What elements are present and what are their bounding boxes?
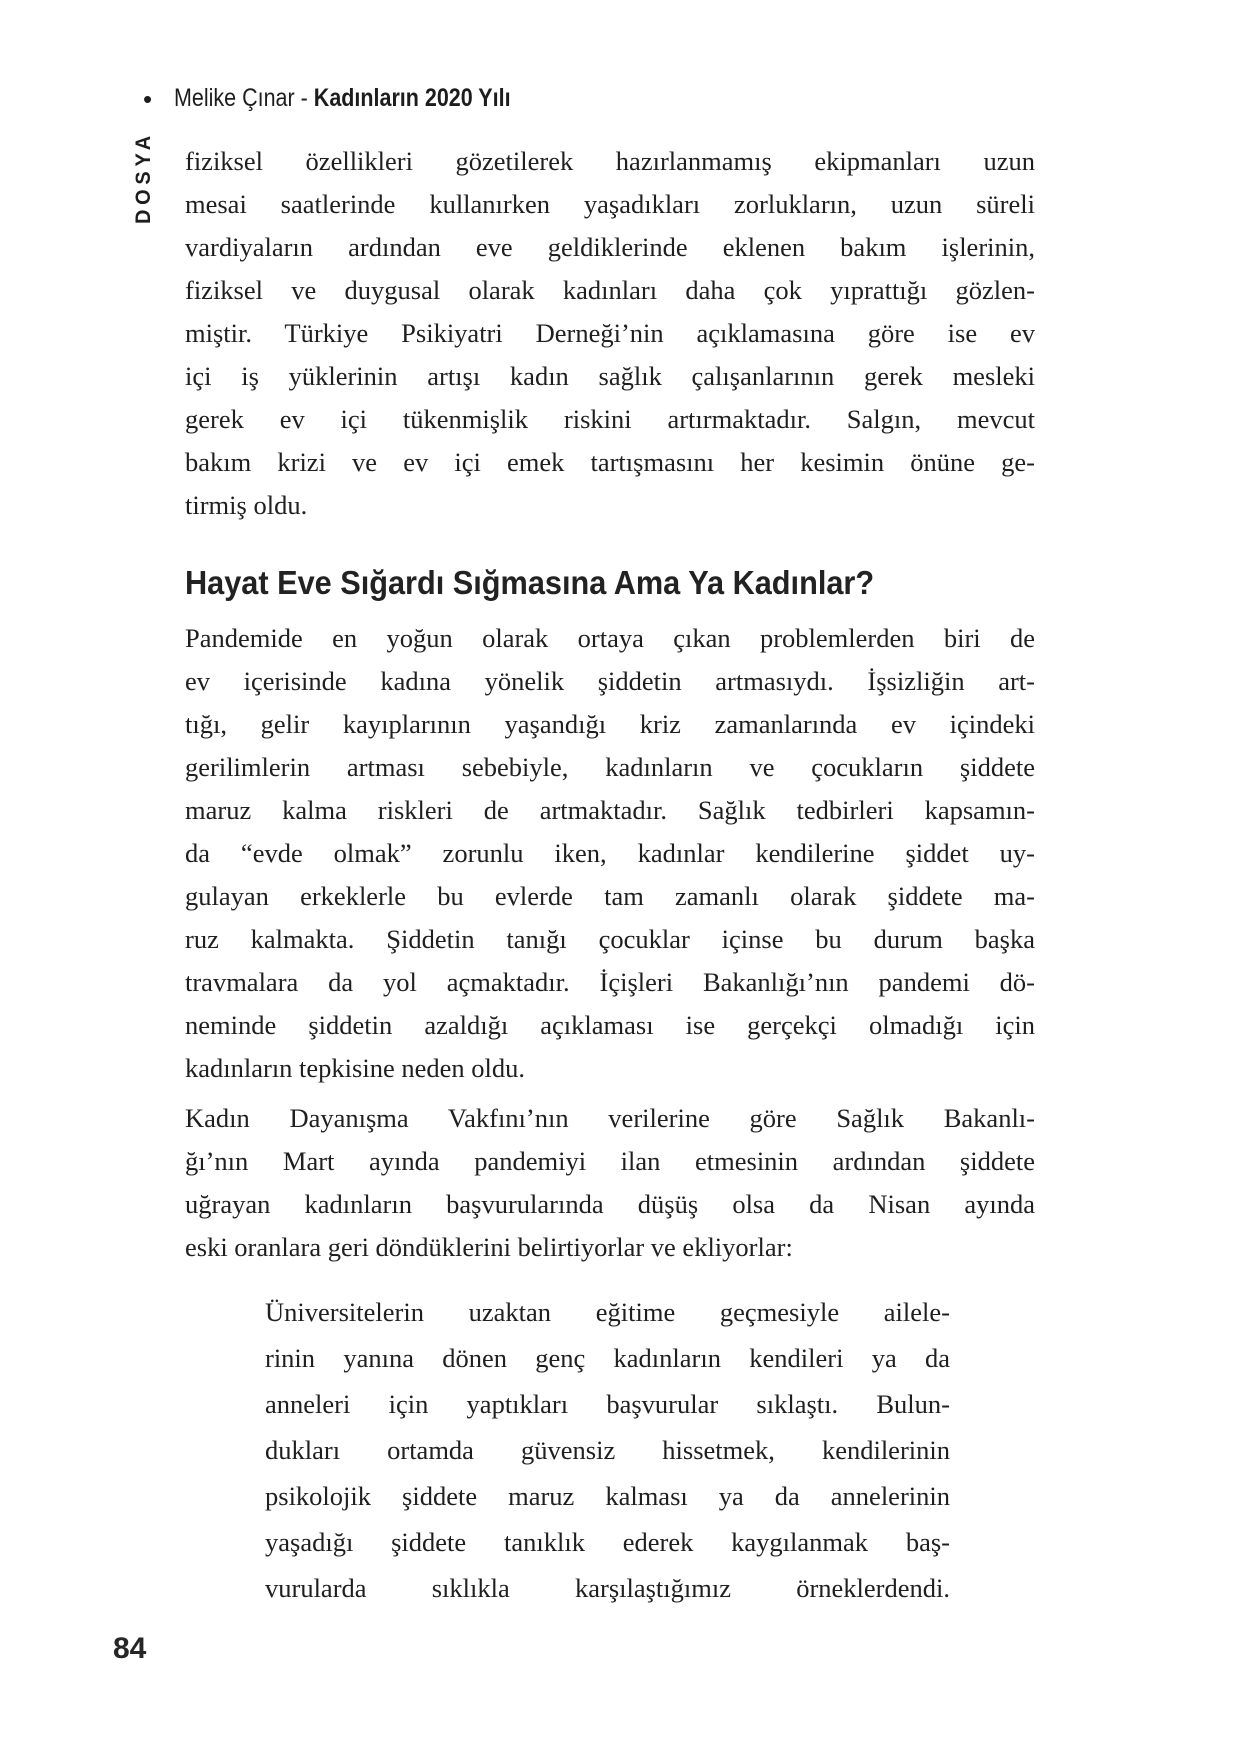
text-line: da “evde olmak” zorunlu iken, kadınlar kendilerine şiddet uy- <box>185 838 1035 868</box>
text-line: tirmiş oldu. <box>185 490 308 520</box>
article-title: Kadınların 2020 Yılı <box>313 84 511 112</box>
text-line: maruz kalma riskleri de artmaktadır. Sağlık tedbirleri kapsamın- <box>185 795 1035 825</box>
text-line: Üniversitelerin uzaktan eğitime geçmesiyle ailele- <box>265 1297 950 1327</box>
text-line: mesai saatlerinde kullanırken yaşadıkları zorlukların, uzun süreli <box>185 189 1035 219</box>
text-line: kadınların tepkisine neden oldu. <box>185 1053 525 1083</box>
text-line: eski oranlara geri döndüklerini belirtiyorlar ve ekliyorlar: <box>185 1232 793 1262</box>
section-side-label: DOSYA <box>132 131 155 224</box>
block-quote <box>265 1289 950 1611</box>
text-line: yaşadığı şiddete tanıklık ederek kaygılanmak baş- <box>265 1527 950 1557</box>
paragraph <box>185 140 1035 527</box>
text-line: gulayan erkeklerle bu evlerde tam zamanlı olarak şiddete ma- <box>185 881 1035 911</box>
text-line: ruz kalmakta. Şiddetin tanığı çocuklar içinse bu durum başka <box>185 924 1035 954</box>
text-line: rinin yanına dönen genç kadınların kendileri ya da <box>265 1343 950 1373</box>
text-line: fiziksel özellikleri gözetilerek hazırlanmamış ekipmanları uzun <box>185 146 1035 176</box>
text-line: Pandemide en yoğun olarak ortaya çıkan problemlerden biri de <box>185 623 1035 653</box>
text-line: vardiyaların ardından eve geldiklerinde eklenen bakım işlerinin, <box>185 232 1035 262</box>
text-line: ev içerisinde kadına yönelik şiddetin artmasıydı. İşsizliğin art- <box>185 666 1035 696</box>
text-line: ğı’nın Mart ayında pandemiyi ilan etmesinin ardından şiddete <box>185 1146 1035 1176</box>
body-column <box>185 140 1035 1611</box>
text-line: travmalara da yol açmaktadır. İçişleri Bakanlığı’nın pandemi dö- <box>185 967 1035 997</box>
text-line: fiziksel ve duygusal olarak kadınları daha çok yıprattığı gözlen- <box>185 275 1035 305</box>
text-line: anneleri için yaptıkları başvurular sıklaştı. Bulun- <box>265 1389 950 1419</box>
text-line: bakım krizi ve ev içi emek tartışmasını her kesimin önüne ge- <box>185 447 1035 477</box>
paragraph <box>185 617 1035 1090</box>
author-name: Melike Çınar - <box>174 84 314 112</box>
page-number: 84 <box>113 1632 147 1665</box>
text-line: gerilimlerin artması sebebiyle, kadınların ve çocukların şiddete <box>185 752 1035 782</box>
running-header <box>143 84 565 113</box>
text-line: uğrayan kadınların başvurularında düşüş olsa da Nisan ayında <box>185 1189 1035 1219</box>
paragraph <box>185 1097 1035 1269</box>
text-line: Kadın Dayanışma Vakfını’nın verilerine göre Sağlık Bakanlı- <box>185 1103 1035 1133</box>
text-line: neminde şiddetin azaldığı açıklaması ise gerçekçi olmadığı için <box>185 1010 1035 1040</box>
running-header-text <box>174 84 511 113</box>
bullet-icon: • <box>143 83 153 114</box>
text-line: gerek ev içi tükenmişlik riskini artırmaktadır. Salgın, mevcut <box>185 404 1035 434</box>
text-line: vurularda sıklıkla karşılaştığımız örneklerdendi. <box>265 1573 950 1603</box>
text-line: içi iş yüklerinin artışı kadın sağlık çalışanlarının gerek mesleki <box>185 361 1035 391</box>
section-heading: Hayat Eve Sığardı Sığmasına Ama Ya Kadınlar? <box>185 564 875 601</box>
text-line: psikolojik şiddete maruz kalması ya da annelerinin <box>265 1481 950 1511</box>
text-line: dukları ortamda güvensiz hissetmek, kendilerinin <box>265 1435 950 1465</box>
text-line: miştir. Türkiye Psikiyatri Derneği’nin açıklamasına göre ise ev <box>185 318 1035 348</box>
text-line: tığı, gelir kayıplarının yaşandığı kriz zamanlarında ev içindeki <box>185 709 1035 739</box>
